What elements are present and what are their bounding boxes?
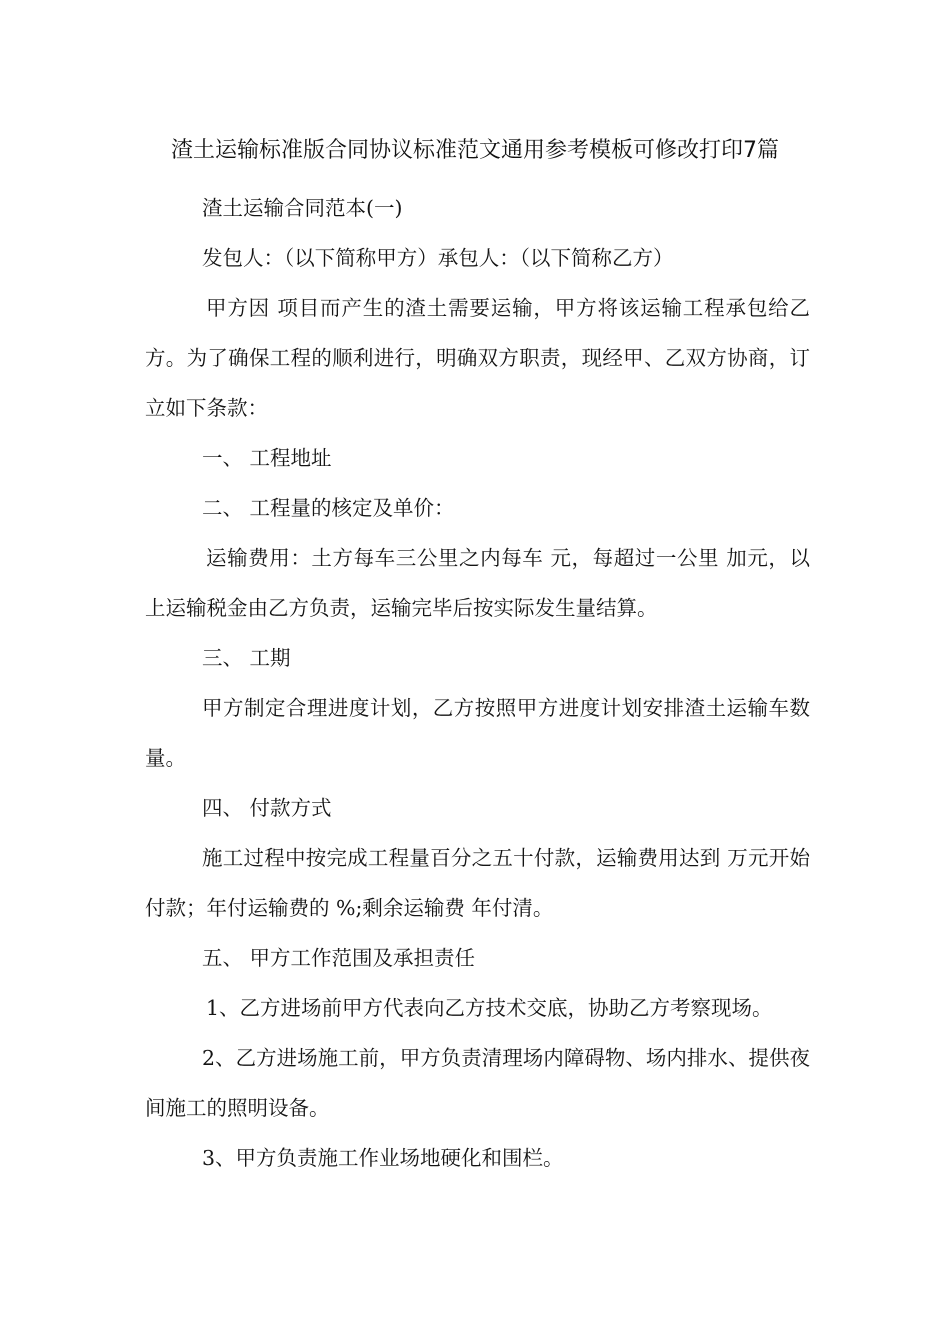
clause-heading-4: 四、 付款方式: [202, 796, 332, 820]
clause-heading-3: 三、 工期: [202, 646, 291, 670]
preamble-paragraph: 甲方因 项目而产生的渣土需要运输，甲方将该运输工程承包给乙方。为了确保工程的顺利进行，明确双方职责，现经甲、乙双方协商，订立如下条款：: [145, 296, 810, 420]
transport-fee-paragraph: 运输费用：土方每车三公里之内每车 元，每超过一公里 加元，以上运输税金由乙方负责，运输完毕后按实际发生量结算。: [145, 546, 810, 620]
section-heading-contract-sample: 渣土运输合同范本(一): [202, 196, 403, 220]
clause-heading-5: 五、 甲方工作范围及承担责任: [202, 946, 476, 970]
responsibility-item-2: 2、乙方进场施工前，甲方负责清理场内障碍物、场内排水、提供夜间施工的照明设备。: [145, 1046, 810, 1120]
clause-heading-2: 二、 工程量的核定及单价：: [202, 496, 455, 520]
document-title: 渣土运输标准版合同协议标准范文通用参考模板可修改打印7篇: [171, 138, 779, 163]
schedule-paragraph: 甲方制定合理进度计划，乙方按照甲方进度计划安排渣土运输车数量。: [145, 696, 810, 770]
payment-paragraph: 施工过程中按完成工程量百分之五十付款，运输费用达到 万元开始付款；年付运输费的 %;剩余运输费 年付清。: [145, 846, 810, 920]
responsibility-item-3: 3、甲方负责施工作业场地硬化和围栏。: [202, 1146, 564, 1170]
responsibility-item-1: 1、乙方进场前甲方代表向乙方技术交底，协助乙方考察现场。: [206, 996, 773, 1020]
clause-heading-1: 一、 工程地址: [202, 446, 332, 470]
parties-line: 发包人：（以下简称甲方）承包人：（以下简称乙方）: [202, 246, 674, 270]
document-body: [145, 183, 810, 1183]
